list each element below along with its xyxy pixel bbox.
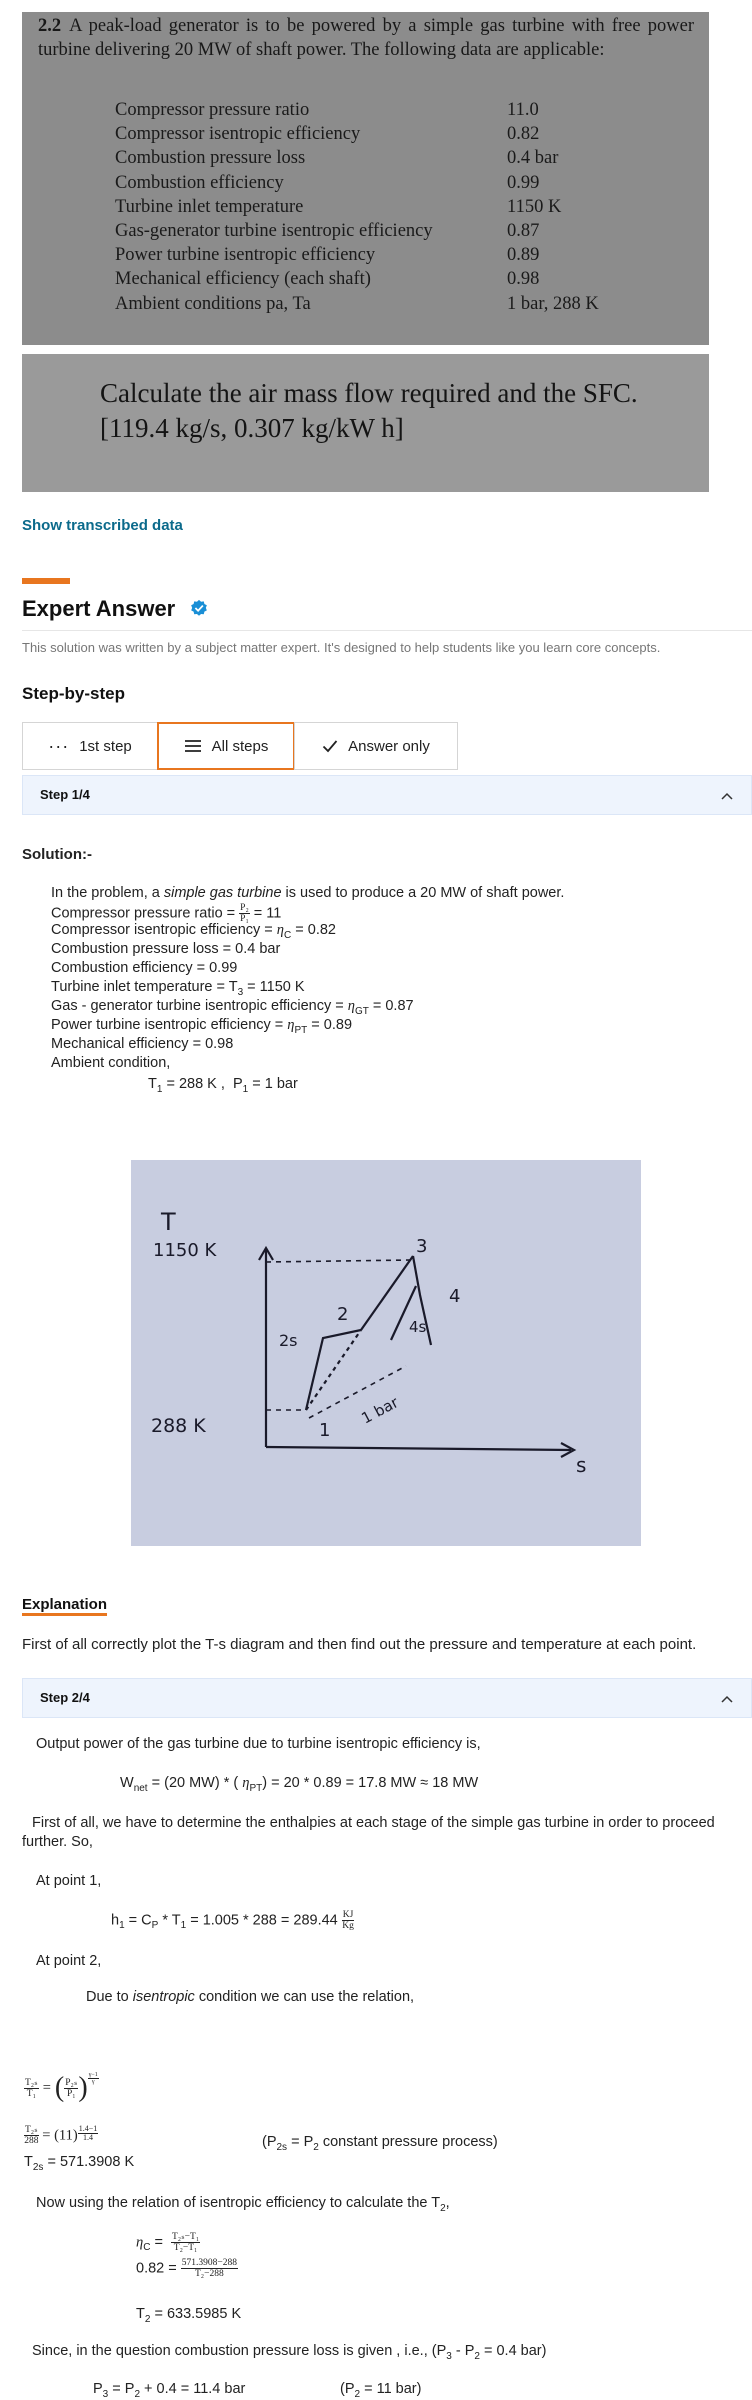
point-2s-label: 2s xyxy=(279,1331,298,1350)
question-data-value: 11.0 xyxy=(507,100,539,120)
step-1-header[interactable]: Step 1/4 xyxy=(22,775,752,815)
question-data-value: 0.99 xyxy=(507,172,540,193)
isentropic-relation-text: Due to isentropic condition we can use the relation, xyxy=(86,1989,415,2005)
verified-badge-icon xyxy=(190,599,208,617)
t-high-label: 1150 K xyxy=(153,1240,217,1261)
pressure-loss-text: Since, in the question combustion pressure loss is given , i.e., ($P_3 - P_2 = 0.4$ bar) xyxy=(32,2343,547,2362)
output-power-text: Output power of the gas turbine due to turbine isentropic efficiency is, xyxy=(36,1736,481,1752)
line-heating xyxy=(361,1256,413,1330)
efficiency-substituted: 0.82 = $\frac{571.3908-288}{\text{T₂−288}}$ xyxy=(136,2258,237,2279)
t2-result: $T_2 = 633.5985$ K xyxy=(136,2306,242,2325)
h1-equation: $h_1 = C_P * T_1 = 1.005 * 288 = 289.44$ $\frac{KJ}{Kg}$ xyxy=(111,1910,354,1932)
question-data-value: 1150 K xyxy=(507,196,562,217)
show-transcribed-link[interactable]: Show transcribed data xyxy=(22,517,183,534)
question-data-label: Compressor pressure ratio xyxy=(115,100,310,120)
at-point-1: At point 1, xyxy=(36,1873,102,1889)
all-steps-button[interactable]: All steps xyxy=(157,722,295,770)
substituted-relation: $\frac{\text{T₂ₛ}}{288}$ = (11) $\frac{1.4-1}{1.4}$ xyxy=(24,2124,98,2146)
question-data-label: Power turbine isentropic efficiency xyxy=(115,245,376,266)
question-image xyxy=(22,12,709,345)
t2s-result: $T_{2s} = 571.3908$ K xyxy=(24,2154,135,2173)
s-axis-label: s xyxy=(576,1453,587,1477)
question-data-label: Mechanical efficiency (each shaft) xyxy=(115,269,371,290)
ts-diagram-sketch xyxy=(131,1160,641,1546)
line-mechanical-efficiency: Mechanical efficiency = 0.98 xyxy=(51,1036,234,1052)
efficiency-equation: $\eta_C$ = $\frac{\text{T₂ₛ−T₁}}{\text{T₂−T₁}}$ xyxy=(136,2232,200,2254)
chevron-up-icon[interactable] xyxy=(719,1691,735,1707)
step-by-step-heading: Step-by-step xyxy=(22,684,125,703)
enthalpy-intro: First of all, we have to determine the enthalpies at each stage of the simple gas turbine in order to proceed further. So, xyxy=(22,1815,715,1850)
line-gas-generator-efficiency: Gas - generator turbine isentropic efficiency = $\eta_{GT} = 0.87$ xyxy=(51,998,414,1017)
question-text: 2.2 A peak-load generator is to be powered by a simple gas turbine with free power turbine delivering 20 MW of shaft power. The following data are applicable: xyxy=(38,16,694,60)
question-data-value: 0.98 xyxy=(507,269,540,290)
question-data-label: Ambient conditions pa, Ta xyxy=(115,293,311,314)
question-data-label: Combustion efficiency xyxy=(115,172,284,193)
question-data-label: Gas-generator turbine isentropic efficiency xyxy=(115,220,433,241)
pressure-1bar-label: 1 bar xyxy=(358,1393,402,1428)
wnet-equation: $W_{net} = (20$ MW) * ( $\eta_{PT}) = 20 * 0.89 = 17.8$ MW ≈ 18 MW xyxy=(120,1775,479,1794)
at-point-2: At point 2, xyxy=(36,1953,102,1969)
question-data-value: 0.89 xyxy=(507,245,540,266)
question-data-label: Compressor isentropic efficiency xyxy=(115,124,361,145)
expert-answer-title: Expert Answer xyxy=(22,596,176,621)
first-step-button[interactable]: ··· 1st step xyxy=(22,722,158,770)
question-data-value: 1 bar, 288 K xyxy=(507,293,599,314)
ts-diagram-svg xyxy=(131,1160,641,1546)
point-4-label: 4 xyxy=(449,1286,461,1307)
s-axis xyxy=(266,1447,571,1450)
question-task-image xyxy=(22,354,709,492)
question-data-value: 0.87 xyxy=(507,220,540,241)
question-data-label: Combustion pressure loss xyxy=(115,148,306,169)
chevron-up-icon[interactable] xyxy=(719,788,735,804)
line-combustion-efficiency: Combustion efficiency = 0.99 xyxy=(51,960,238,976)
isentropic-efficiency-text: Now using the relation of isentropic efficiency to calculate the $T_2$, xyxy=(36,2195,450,2214)
intro-line: In the problem, a simple gas turbine is used to produce a 20 MW of shaft power. xyxy=(51,885,565,901)
line-power-turbine-efficiency: Power turbine isentropic efficiency = $\eta_{PT} = 0.89$ xyxy=(51,1017,353,1036)
isentropic-relation: $\frac{\text{T₂ₛ}}{\text{T₁}}$ = ( $\frac{\text{P₂ₛ}}{\text{P₁}}$ ) $\frac{\gamma-1}{\gamma}$ xyxy=(25,2072,98,2103)
question-data-value: 0.82 xyxy=(507,124,540,145)
divider xyxy=(22,630,752,631)
expert-note: This solution was written by a subject matter expert. It's designed to help students like you learn core concepts. xyxy=(22,640,661,655)
explanation-title: Explanation xyxy=(22,1596,108,1613)
explanation-text: First of all correctly plot the T-s diagram and then find out the pressure and temperature at each point. xyxy=(22,1636,697,1653)
step-2-header[interactable]: Step 2/4 xyxy=(22,1678,752,1718)
isentropic-2s xyxy=(306,1330,361,1410)
point-4s-label: 4s xyxy=(409,1318,427,1336)
line-combustion-pressure-loss: Combustion pressure loss = 0.4 bar xyxy=(51,941,281,957)
question-data-value: 0.4 bar xyxy=(507,148,559,169)
question-number: 2.2 xyxy=(38,16,62,36)
line-pressure-ratio: Compressor pressure ratio = $\frac{\text{P₂}}{\text{P₁}}$ = 11 xyxy=(51,903,282,924)
answer-only-button[interactable]: Answer only xyxy=(294,722,458,770)
constant-pressure-note: ($P_{2s} = P_2$ constant pressure process) xyxy=(262,2134,498,2153)
list-icon xyxy=(184,739,202,753)
question-data-label: Turbine inlet temperature xyxy=(115,196,304,217)
t-axis-label: T xyxy=(161,1208,176,1236)
solution-label: Solution:- xyxy=(22,846,92,863)
point-3-label: 3 xyxy=(416,1236,428,1257)
t-low-label: 288 K xyxy=(151,1415,206,1437)
question-task: Calculate the air mass flow required and the SFC. [119.4 kg/s, 0.307 kg/kW h] xyxy=(100,378,638,443)
point-2-label: 2 xyxy=(337,1304,349,1325)
point-1-label: 1 xyxy=(319,1420,331,1441)
dots-icon: ··· xyxy=(48,735,70,756)
line-ambient-condition: Ambient condition, xyxy=(51,1055,171,1071)
check-icon xyxy=(322,739,338,753)
line-compressor-efficiency: Compressor isentropic efficiency = $\eta_C = 0.82$ xyxy=(51,922,336,941)
p2-note: ($P_2 = 11$ bar) xyxy=(340,2381,422,2400)
accent-bar xyxy=(22,578,70,584)
line-ambient-values: $T_1 = 288$ K , $P_1 = 1$ bar xyxy=(148,1076,298,1095)
p3-equation: $P_3 = P_2 + 0.4 = 11.4$ bar xyxy=(93,2381,246,2400)
dashed-1150 xyxy=(266,1260,411,1262)
line-turbine-inlet-temp: Turbine inlet temperature = $T_3 = 1150$ K xyxy=(51,979,305,998)
